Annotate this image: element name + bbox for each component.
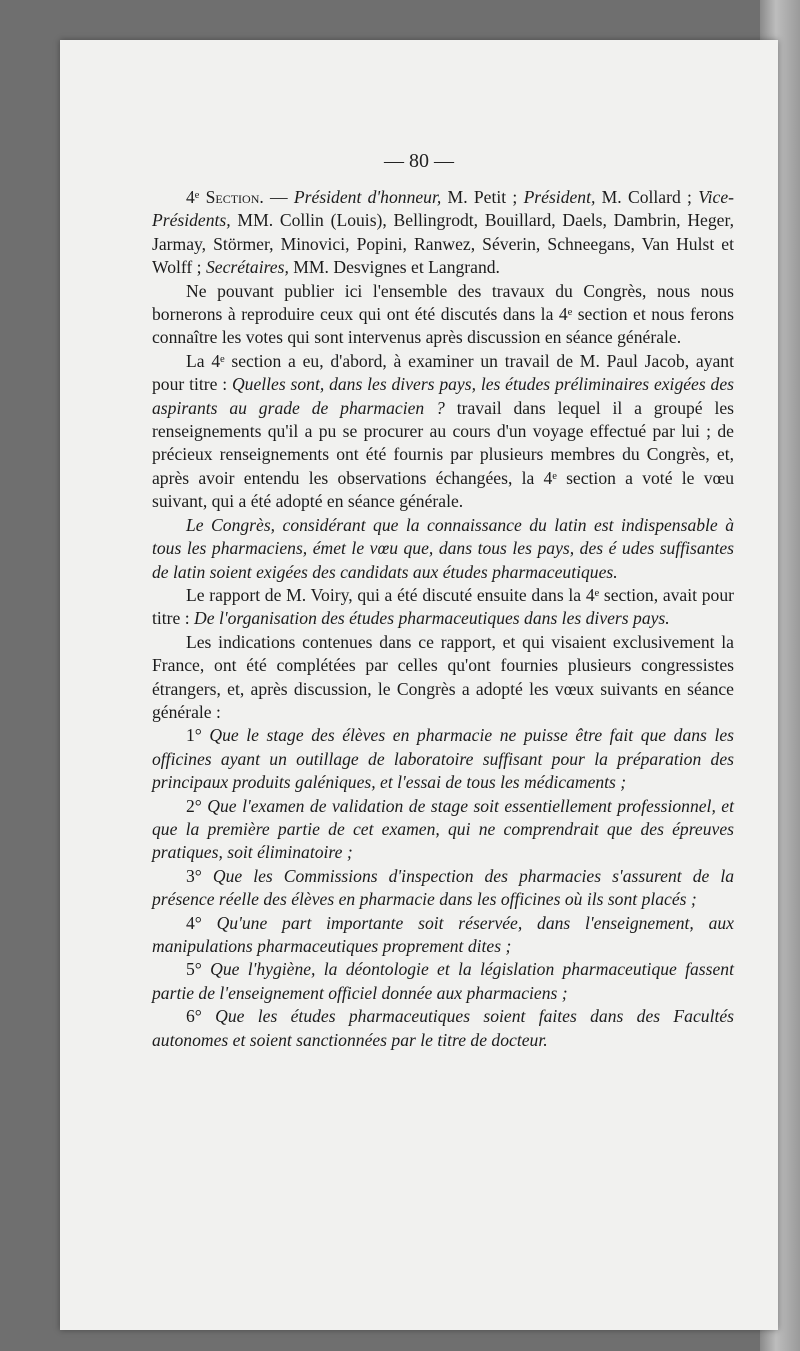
page-number: — 80 — [384,150,454,172]
voeu-item-6 [152,1005,734,1052]
book-page [60,40,778,1330]
voeu-item-1 [152,724,734,794]
paragraph-jacob-text-b: travail dans lequel il a groupé les renseignements qu'il a pu se procurer au cours d'un voyage effectué par lui ; de précieux renseignements ont été fournis par plusieurs membres du Congrès, et, après avoir entendu les observations échangées, la 4ᵉ section a voté le vœu suivant, qui a été adopté en séance générale. [152,397,734,512]
voeu-number: 6° [186,1006,202,1027]
voeu-text: Que le stage des élèves en pharmacie ne puisse être fait que dans les officines ayant un outillage de laboratoire suffisant pour la préparation des principaux produits galéniques, et l'essai de tous les médicaments ; [152,725,734,793]
voeu-text: Que les études pharmaceutiques soient faites dans des Facultés autonomes et soient sanctionnées par le titre de docteur. [152,1006,734,1050]
vice-presidents: MM. Collin (Louis), Bellingrodt, Bouillard, Daels, Dambrin, Heger, Jarmay, Störmer, Minovici, Popini, Ranwez, Séverin, Schneegans, Van Hulst et Wolff ; [152,210,734,278]
voeu-text: Que les Commissions d'inspection des pharmacies s'assurent de la présence réelle des élèves en pharmacie dans les officines où ils sont placés ; [152,865,734,910]
voeu-latin-text: Le Congrès, considérant que la connaissance du latin est indispensable à tous les pharmaciens, émet le vœu que, dans tous les pays, des é udes suffisantes de latin soient exigées des candidats aux études pharmaceutiques. [152,514,734,582]
voeu-text: Que l'examen de validation de stage soit essentiellement professionnel, et que la première partie de cet examen, qui ne comprendrait que des épreuves pratiques, soit éliminatoire ; [152,795,734,863]
page-body [152,186,734,1052]
voeu-number: 3° [186,865,202,886]
paragraph-indications: Les indications contenues dans ce rapport, et qui visaient exclusivement la France, ont été complétées par celles qu'ont fournies plusieurs congressistes étrangers, et, après discussion, le Congrès a adopté les vœux suivants en séance générale : [152,631,734,722]
section-officers-paragraph [152,186,734,280]
vice-presidents-label: Vice-Présidents, [152,187,734,231]
secretaries: MM. Desvignes et Langrand. [288,257,500,278]
voeu-item-2 [152,795,734,865]
paragraph-intro: Ne pouvant publier ici l'ensemble des travaux du Congrès, nous nous bornerons à reproduire ceux qui ont été discutés dans la 4ᵉ section et nous ferons connaître les votes qui sont intervenus après discussion en séance générale. [152,280,734,348]
paragraph-voeu-latin [152,514,734,584]
paragraph-voiry-text: Le rapport de M. Voiry, qui a été discuté ensuite dans la 4ᵉ section, avait pour titre : [152,584,734,629]
voiry-report-title: De l'organisation des études pharmaceutiques dans les divers pays. [194,608,670,629]
honorary-president: M. Petit ; [441,187,524,207]
voeu-item-5 [152,958,734,1005]
voeu-item-4 [152,912,734,959]
honorary-president-label: Président d'honneur, [293,187,442,207]
paragraph-jacob-text-a: La 4ᵉ section a eu, d'abord, à examiner un travail de M. Paul Jacob, ayant pour titre : [152,350,734,395]
president-label: Président, [523,187,596,207]
voeu-number: 5° [186,959,202,980]
paragraph-voiry [152,584,734,631]
section-heading: Section. [205,187,264,207]
secretaries-label: Secrétaires, [205,257,289,278]
voeu-number: 1° [186,725,202,746]
voeu-text: Qu'une part importante soit réservée, dans l'enseignement, aux manipulations pharmaceutiques proprement dites ; [152,912,734,956]
paragraph-jacob [152,350,734,514]
voeu-item-3 [152,865,734,912]
voeu-number: 4° [186,912,202,933]
president: M. Collard ; [595,187,699,207]
voeu-number: 2° [186,795,202,816]
section-number: 4ᵉ [186,187,200,207]
dash: — [263,187,294,207]
voeu-text: Que l'hygiène, la déontologie et la législation pharmaceutique fassent partie de l'enseignement officiel donnée aux pharmaciens ; [152,959,734,1003]
jacob-report-title: Quelles sont, dans les divers pays, les études préliminaires exigées des aspirants au grade de pharmacien ? [152,374,734,418]
